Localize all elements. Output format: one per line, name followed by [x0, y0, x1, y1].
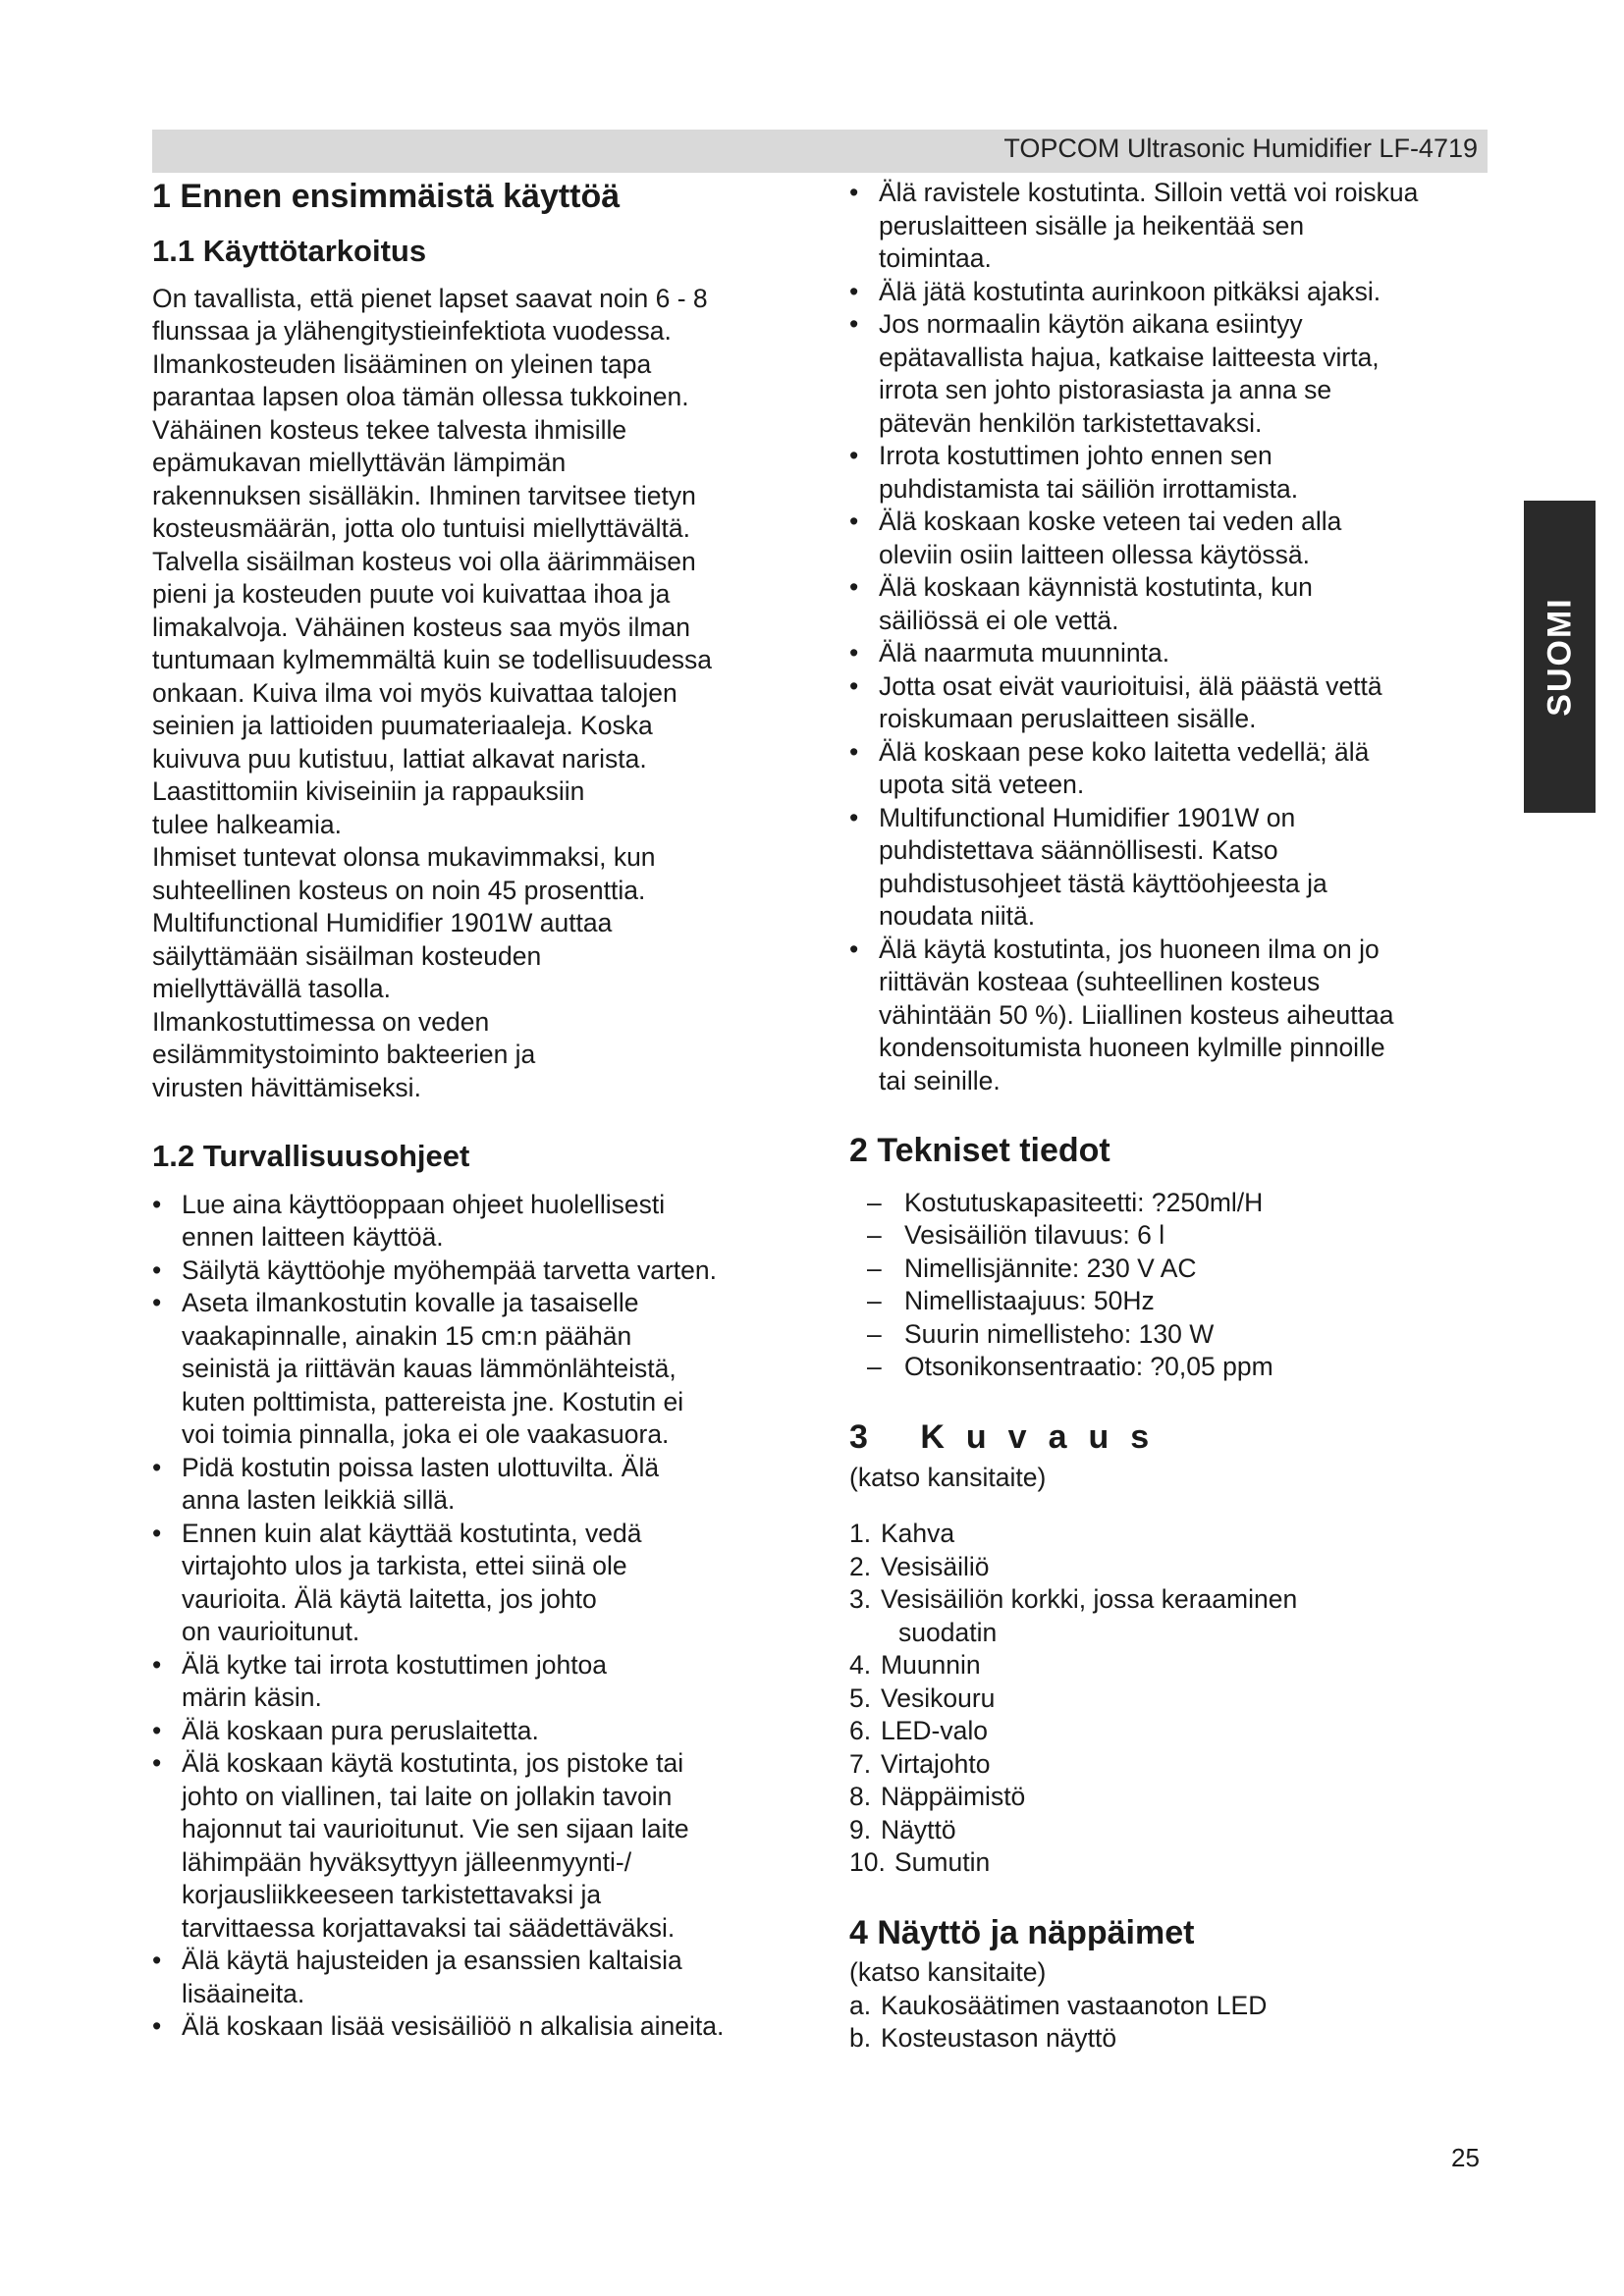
list-item-line: • Älä ravistele kostutinta. Silloin vettä voi roiskua — [879, 178, 1419, 207]
list-item-line: hajonnut tai vaurioitunut. Vie sen sijaan laite — [182, 1814, 689, 1844]
safety-list-left — [152, 1189, 790, 2044]
paragraph-line: suhteellinen kosteus on noin 45 prosenttia. — [152, 875, 646, 905]
paragraph-line: parantaa lapsen oloa tämän ollessa tukkoinen. — [152, 382, 689, 412]
list-item-line: lähimpään hyväksyttyyn jälleenmyynti-/ — [182, 1846, 632, 1877]
list-item-line: vaakapinnalle, ainakin 15 cm:n päähän — [182, 1320, 632, 1351]
subsection-1-1-title: 1.1 Käyttötarkoitus — [152, 233, 427, 268]
part-number: 3. — [849, 1584, 872, 1615]
page-number: 25 — [1451, 2143, 1480, 2172]
list-item-line: • Älä koskaan käytä kostutinta, jos pistoke tai — [182, 1748, 684, 1779]
part-item — [849, 1846, 1488, 1880]
list-item-line: anna lasten leikkiä sillä. — [182, 1485, 456, 1516]
list-item — [849, 736, 1488, 802]
list-item-line: • Älä koskaan pura peruslaitetta. — [182, 1715, 539, 1745]
list-item — [849, 670, 1488, 736]
list-item-line: märin käsin. — [182, 1682, 322, 1713]
list-item-line: upota sitä veteen. — [879, 770, 1085, 799]
list-item-line: toimintaa. — [879, 243, 992, 273]
right-column — [849, 177, 1488, 2056]
part-line: Vesisäiliö — [881, 1551, 990, 1581]
part-line: Vesisäiliön korkki, jossa keraaminen — [881, 1584, 1298, 1615]
list-item-line: säiliössä ei ole vettä. — [879, 605, 1119, 635]
list-item-line: • Aseta ilmankostutin kovalle ja tasaiselle — [182, 1288, 639, 1318]
paragraph-line: flunssaa ja ylähengitystieinfektiota vuodessa. — [152, 316, 672, 347]
list-item — [152, 1649, 790, 1715]
list-item-line: seinistä ja riittävän kauas lämmönlähteistä, — [182, 1354, 677, 1384]
part-number: 7. — [849, 1748, 872, 1779]
list-item — [849, 934, 1488, 1098]
list-item-line: • Jos normaalin käytön aikana esiintyy — [879, 309, 1303, 339]
list-item — [152, 1518, 790, 1649]
part-number: 10. — [849, 1847, 886, 1878]
paragraph-line: virusten hävittämiseksi. — [152, 1072, 421, 1102]
list-item-line: irrota sen johto pistorasiasta ja anna se — [879, 375, 1332, 404]
list-item — [849, 177, 1488, 276]
part-item — [849, 1583, 1488, 1649]
display-item-letter: b. — [849, 2023, 872, 2054]
list-item-line: epätavallista hajua, katkaise laitteesta virta, — [879, 342, 1380, 372]
part-item — [849, 1715, 1488, 1748]
display-item-letter: a. — [849, 1990, 872, 2020]
paragraph-line: Vähäinen kosteus tekee talvesta ihmisille — [152, 414, 627, 445]
paragraph-line: seinien ja lattioiden puumateriaaleja. Koska — [152, 711, 653, 741]
spec-item: – Otsonikonsentraatio: ?0,05 ppm — [867, 1351, 1488, 1384]
section-3-note: (katso kansitaite) — [849, 1462, 1047, 1492]
spec-item: – Suurin nimellisteho: 130 W — [867, 1318, 1488, 1352]
list-item-line: voi toimia pinnalla, joka ei ole vaakasuora. — [182, 1419, 670, 1450]
part-line: suodatin — [898, 1617, 998, 1647]
list-item-line: pätevän henkilön tarkistettavaksi. — [879, 407, 1263, 438]
paragraph-line: Ihmiset tuntevat olonsa mukavimmaksi, kun — [152, 842, 656, 873]
list-item — [849, 440, 1488, 506]
paragraph-line: On tavallista, että pienet lapset saavat noin 6 - 8 — [152, 283, 708, 313]
paragraph-line: Talvella sisäilman kosteus voi olla äärimmäisen — [152, 546, 696, 576]
part-line: Näyttö — [881, 1814, 956, 1844]
section-4-note: (katso kansitaite) — [849, 1957, 1047, 1988]
list-item-line: • Älä kytke tai irrota kostuttimen johtoa — [182, 1649, 608, 1680]
part-line: Sumutin — [894, 1847, 991, 1878]
list-item — [849, 308, 1488, 440]
paragraph-line: limakalvoja. Vähäinen kosteus saa myös ilman — [152, 612, 690, 642]
header-title: TOPCOM Ultrasonic Humidifier LF-4719 — [1003, 133, 1478, 163]
paragraph-line: pieni ja kosteuden puute voi kuivattaa ihoa ja — [152, 579, 671, 610]
list-item-line: virtajohto ulos ja tarkista, ettei siinä ole — [182, 1551, 627, 1581]
section-1-title: 1 Ennen ensimmäistä käyttöä — [152, 178, 621, 215]
part-line: LED-valo — [881, 1716, 988, 1746]
list-item — [152, 1255, 790, 1288]
part-line: Vesikouru — [881, 1682, 996, 1713]
part-number: 6. — [849, 1716, 872, 1746]
list-item — [849, 506, 1488, 571]
paragraph-line: Multifunctional Humidifier 1901W auttaa — [152, 908, 613, 938]
list-item-line: ennen laitteen käyttöä. — [182, 1222, 444, 1253]
section-4-title: 4 Näyttö ja näppäimet — [849, 1913, 1195, 1951]
spec-item: – Vesisäiliön tilavuus: 6 l — [867, 1219, 1488, 1253]
part-number: 8. — [849, 1782, 872, 1812]
list-item-line: puhdistusohjeet tästä käyttöohjeesta ja — [879, 868, 1327, 898]
list-item-line: • Älä naarmuta muunninta. — [879, 638, 1170, 667]
spec-item: – Nimellistaajuus: 50Hz — [867, 1285, 1488, 1318]
part-line: Virtajohto — [881, 1748, 991, 1779]
list-item-line: • Säilytä käyttöohje myöhempää tarvetta varten. — [182, 1255, 718, 1285]
paragraph-line: miellyttävällä tasolla. — [152, 974, 392, 1004]
part-item — [849, 1518, 1488, 1551]
part-item — [849, 1748, 1488, 1782]
list-item-line: • Lue aina käyttöoppaan ohjeet huolellisesti — [182, 1189, 666, 1219]
left-column — [152, 177, 790, 2044]
list-item-line: • Irrota kostuttimen johto ennen sen — [879, 441, 1272, 470]
list-item-line: peruslaitteen sisälle ja heikentää sen — [879, 210, 1305, 240]
intended-use-paragraph — [152, 283, 790, 1105]
list-item — [152, 1715, 790, 1748]
paragraph-line: kosteusmäärän, jotta olo tuntuisi miellyttävältä. — [152, 513, 690, 544]
list-item-line: on vaurioitunut. — [182, 1617, 360, 1647]
list-item — [152, 1287, 790, 1452]
paragraph-line: rakennuksen sisälläkin. Ihminen tarvitsee tietyn — [152, 480, 696, 510]
part-item — [849, 1814, 1488, 1847]
list-item-line: roiskumaan peruslaitteen sisälle. — [879, 704, 1257, 733]
display-list — [849, 1990, 1488, 2056]
list-item-line: puhdistamista tai säiliön irrottamista. — [879, 473, 1299, 504]
list-item — [152, 1189, 790, 1255]
list-item-line: johto on viallinen, tai laite on jollakin tavoin — [182, 1781, 673, 1811]
list-item-line: noudata niitä. — [879, 901, 1036, 931]
paragraph-line: esilämmitystoiminto bakteerien ja — [152, 1040, 536, 1070]
part-line: Kahva — [881, 1519, 955, 1549]
list-item — [152, 2010, 790, 2044]
part-item — [849, 1781, 1488, 1814]
language-tab — [1524, 501, 1596, 813]
part-line: Näppäimistö — [881, 1782, 1026, 1812]
list-item-line: • Älä koskaan lisää vesisäiliöö n alkalisia aineita. — [182, 2011, 725, 2042]
list-item-line: • Älä koskaan käynnistä kostutinta, kun — [879, 572, 1313, 602]
list-item — [152, 1452, 790, 1518]
list-item — [152, 1945, 790, 2010]
display-item — [849, 2022, 1488, 2056]
spec-item: – Nimellisjännite: 230 V AC — [867, 1253, 1488, 1286]
section-3-title: 3 Kuvaus — [849, 1417, 1171, 1456]
list-item — [849, 637, 1488, 670]
display-item-text: Kaukosäätimen vastaanoton LED — [881, 1990, 1268, 2020]
paragraph-line: Ilmankostuttimessa on veden — [152, 1006, 490, 1037]
list-item-line: • Pidä kostutin poissa lasten ulottuvilta. Älä — [182, 1452, 660, 1482]
paragraph-line: Laastittomiin kiviseiniin ja rappauksiin — [152, 776, 585, 807]
list-item-line: • Jotta osat eivät vaurioituisi, älä päästä vettä — [879, 670, 1382, 701]
list-item-line: riittävän kosteaa (suhteellinen kosteus — [879, 967, 1321, 996]
section-2-title: 2 Tekniset tiedot — [849, 1132, 1110, 1169]
list-item-line: • Älä käytä kostutinta, jos huoneen ilma on jo — [879, 934, 1380, 964]
specs-list — [849, 1187, 1488, 1384]
part-line: Muunnin — [881, 1650, 981, 1681]
parts-list — [849, 1518, 1488, 1880]
paragraph-line: epämukavan miellyttävän lämpimän — [152, 448, 567, 478]
part-item — [849, 1551, 1488, 1584]
list-item-line: vähintään 50 %). Liiallinen kosteus aiheuttaa — [879, 999, 1394, 1030]
paragraph-line: Ilmankosteuden lisääminen on yleinen tapa — [152, 348, 652, 379]
part-number: 5. — [849, 1682, 872, 1713]
list-item-line: kuten polttimista, pattereista jne. Kostutin ei — [182, 1386, 684, 1416]
list-item-line: puhdistettava säännöllisesti. Katso — [879, 835, 1278, 865]
part-number: 2. — [849, 1551, 872, 1581]
list-item — [849, 571, 1488, 637]
list-item-line: kondensoitumista huoneen kylmille pinnoille — [879, 1033, 1385, 1062]
display-item — [849, 1990, 1488, 2023]
spec-item: – Kostutuskapasiteetti: ?250ml/H — [867, 1187, 1488, 1220]
list-item-line: • Älä koskaan koske veteen tai veden alla — [879, 507, 1342, 536]
paragraph-line: säilyttämään sisäilman kosteuden — [152, 940, 542, 971]
part-number: 4. — [849, 1650, 872, 1681]
display-item-text: Kosteustason näyttö — [881, 2023, 1117, 2054]
part-item — [849, 1682, 1488, 1716]
part-number: 9. — [849, 1814, 872, 1844]
language-tab-label: SUOMI — [1541, 597, 1578, 717]
subsection-1-2-title: 1.2 Turvallisuusohjeet — [152, 1139, 470, 1174]
list-item-line: lisäaineita. — [182, 1978, 305, 2008]
list-item-line: korjausliikkeeseen tarkistettavaksi ja — [182, 1880, 602, 1910]
safety-list-right — [849, 177, 1488, 1097]
list-item-line: oleviin osiin laitteen ollessa käytössä. — [879, 539, 1310, 569]
paragraph-line: tuntumaan kylmemmältä kuin se todellisuudessa — [152, 645, 713, 675]
paragraph-line: kuivuva puu kutistuu, lattiat alkavat narista. — [152, 743, 647, 774]
list-item-line: • Älä käytä hajusteiden ja esanssien kaltaisia — [182, 1946, 682, 1976]
list-item — [849, 276, 1488, 309]
part-item — [849, 1649, 1488, 1682]
list-item-line: • Älä jätä kostutinta aurinkoon pitkäksi ajaksi. — [879, 276, 1381, 306]
list-item-line: tarvittaessa korjattavaksi tai säädettäväksi. — [182, 1912, 676, 1943]
header-bar — [152, 130, 1488, 173]
paragraph-line: onkaan. Kuiva ilma voi myös kuivattaa talojen — [152, 677, 677, 708]
list-item-line: • Älä koskaan pese koko laitetta vedellä; älä — [879, 736, 1370, 767]
list-item-line: • Ennen kuin alat käyttää kostutinta, vedä — [182, 1518, 642, 1548]
list-item — [849, 802, 1488, 934]
list-item — [152, 1747, 790, 1945]
list-item-line: vaurioita. Älä käytä laitetta, jos johto — [182, 1583, 597, 1614]
part-number: 1. — [849, 1519, 872, 1549]
paragraph-line: tulee halkeamia. — [152, 809, 342, 839]
list-item-line: • Multifunctional Humidifier 1901W on — [879, 802, 1296, 832]
list-item-line: tai seinille. — [879, 1065, 1001, 1095]
